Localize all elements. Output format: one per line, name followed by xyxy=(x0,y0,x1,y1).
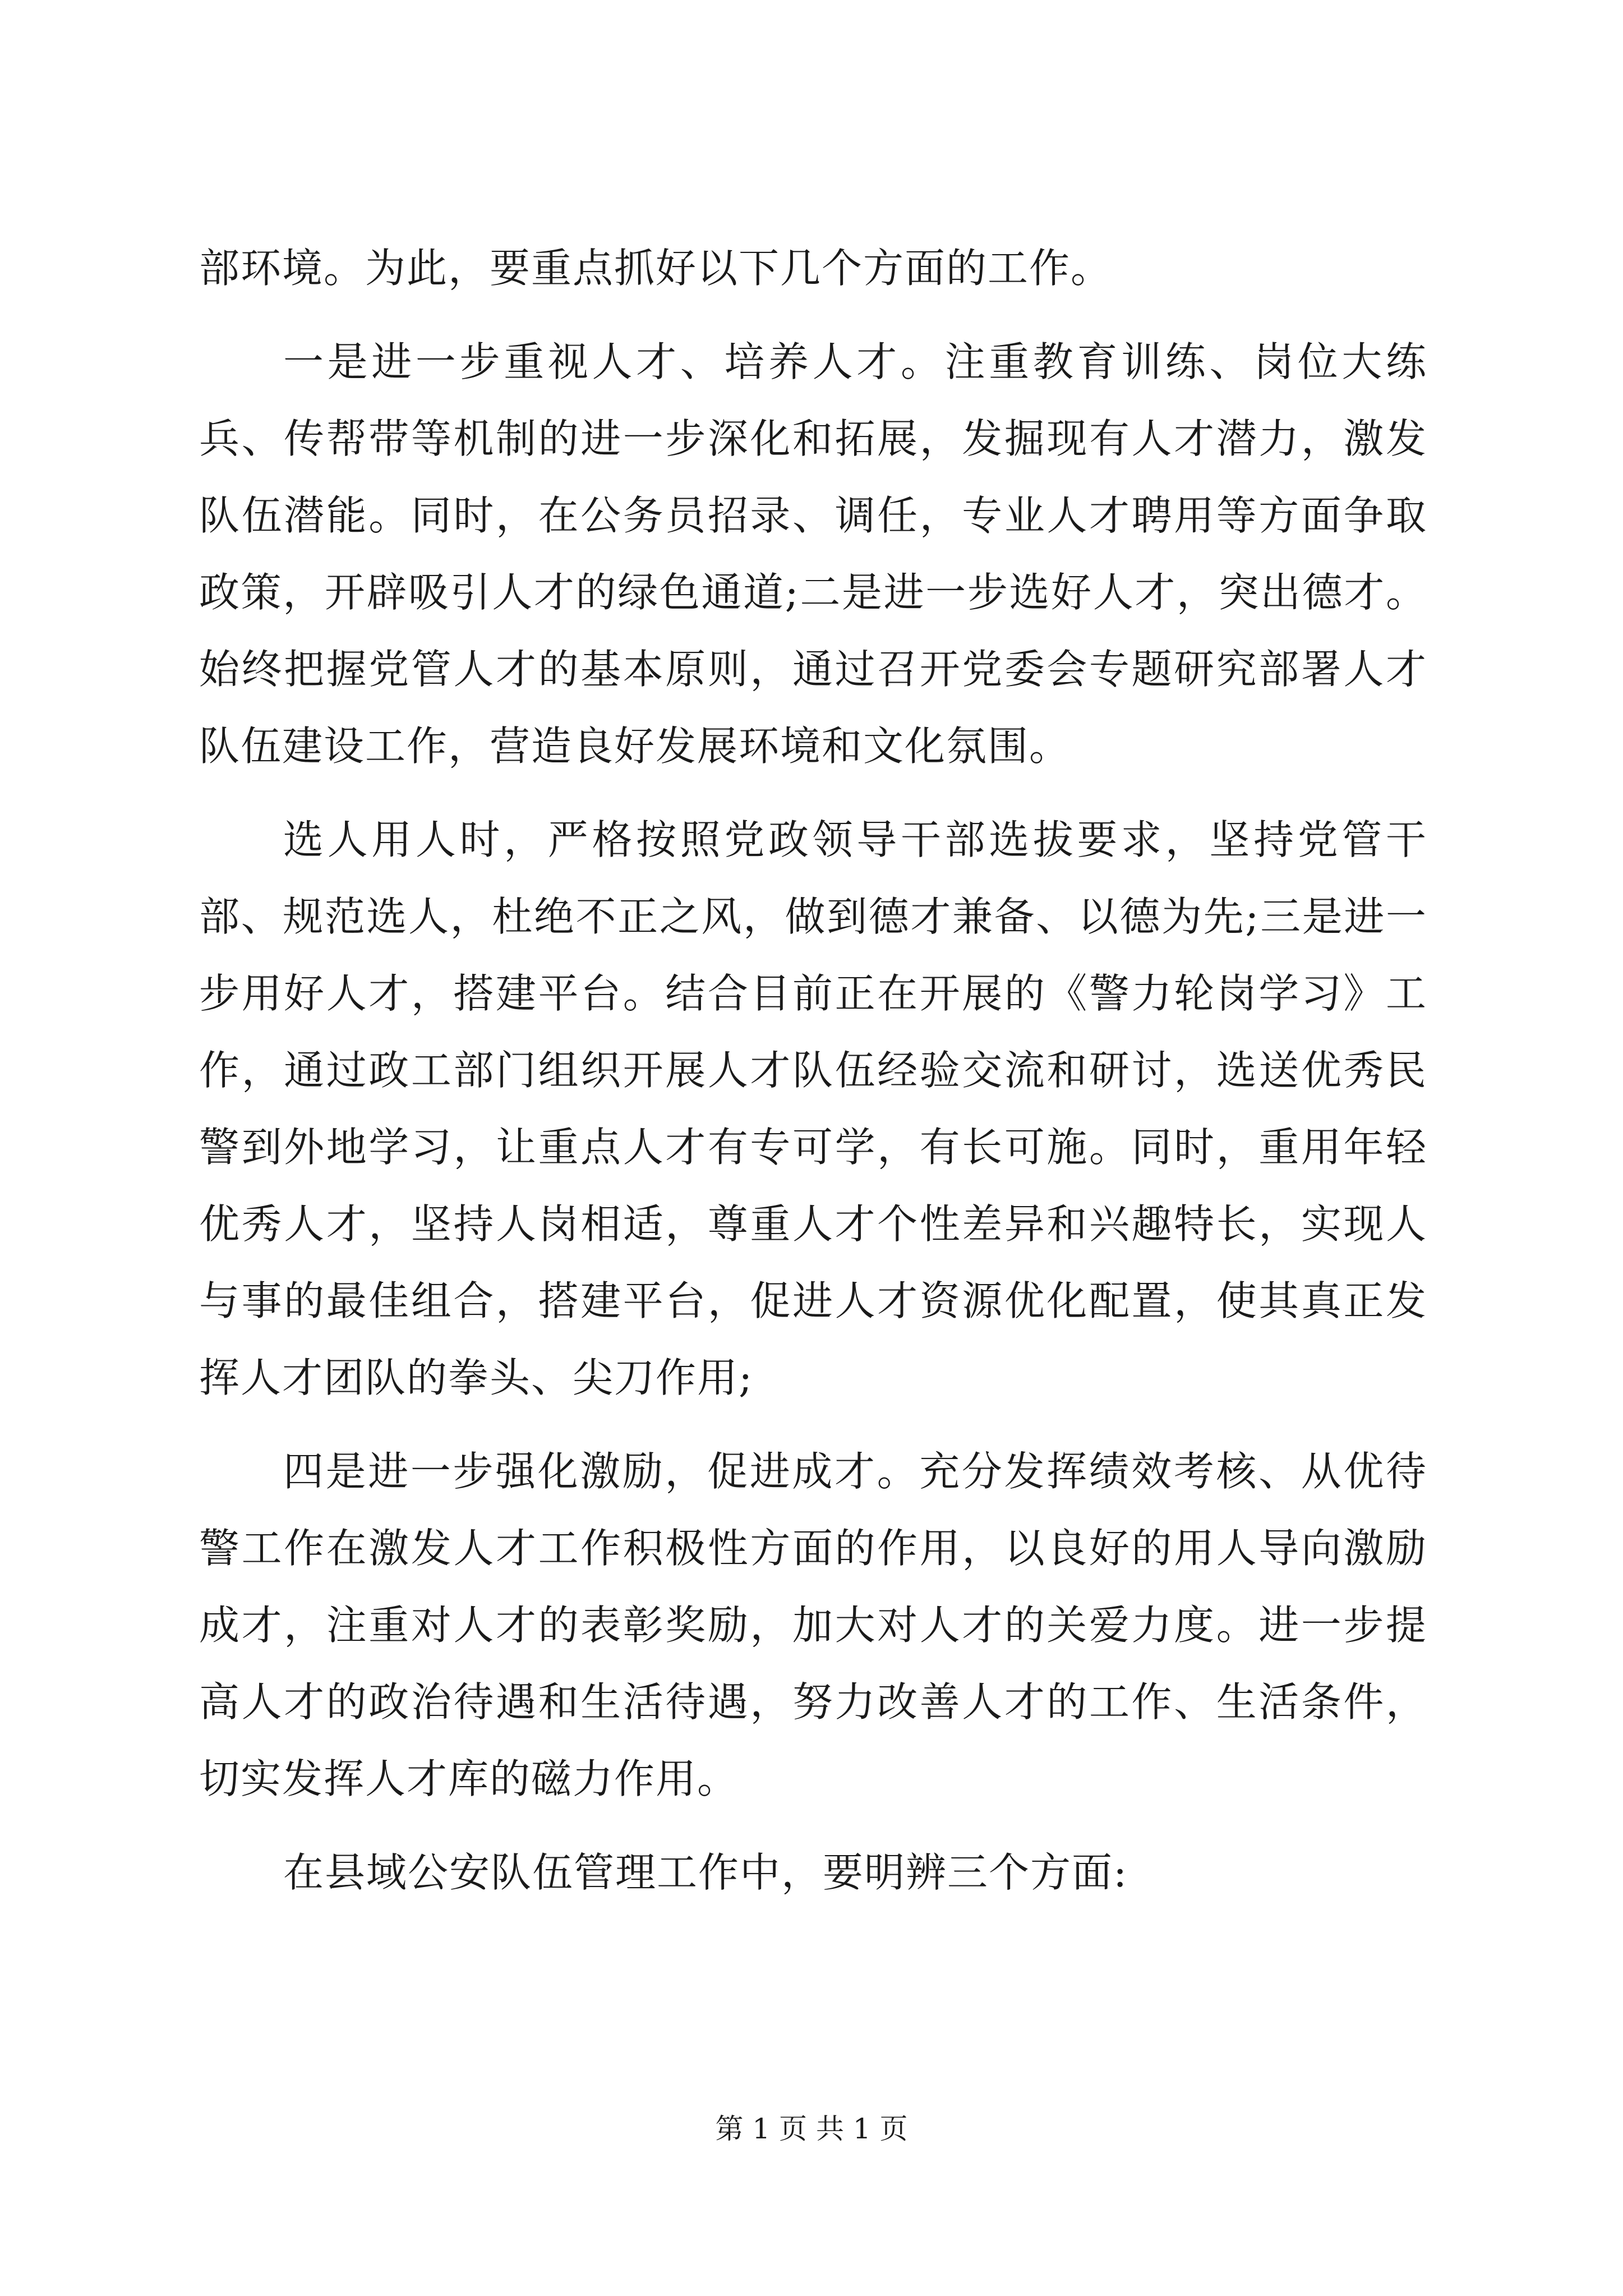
paragraph-2: 一是进一步重视人才、培养人才。注重教育训练、岗位大练兵、传帮带等机制的进一步深化和拓展，发掘现有人才潜力，激发队伍潜能。同时，在公务员招录、调任，专业人才聘用等方面争取政策，开辟吸引人才的绿色通道;二是进一步选好人才，突出德才。始终把握党管人才的基本原则，通过召开党委会专题研究部署人才队伍建设工作，营造良好发展环境和文化氛围。 xyxy=(199,338,1427,770)
paragraph-5: 在县域公安队伍管理工作中，要明辨三个方面: xyxy=(283,1849,1128,1896)
paragraph-3: 选人用人时，严格按照党政领导干部选拔要求，坚持党管干部、规范选人，杜绝不正之风，做到德才兼备、以德为先;三是进一步用好人才，搭建平台。结合目前正在开展的《警力轮岗学习》工作，通过政工部门组织开展人才队伍经验交流和研讨，选送优秀民警到外地学习，让重点人才有专可学，有长可施。同时，重用年轻优秀人才，坚持人岗相适，尊重人才个性差异和兴趣特长，实现人与事的最佳组合，搭建平台，促进人才资源优化配置，使其真正发挥人才团队的拳头、尖刀作用; xyxy=(199,816,1427,1401)
document-body xyxy=(199,230,1427,1928)
page-footer: 第 1 页 共 1 页 xyxy=(715,2113,908,2145)
paragraph-1: 部环境。为此，要重点抓好以下几个方面的工作。 xyxy=(199,245,1113,292)
paragraph-4: 四是进一步强化激励，促进成才。充分发挥绩效考核、从优待警工作在激发人才工作积极性方面的作用，以良好的用人导向激励成才，注重对人才的表彰奖励，加大对人才的关爱力度。进一步提高人才的政治待遇和生活待遇，努力改善人才的工作、生活条件，切实发挥人才库的磁力作用。 xyxy=(199,1448,1427,1802)
